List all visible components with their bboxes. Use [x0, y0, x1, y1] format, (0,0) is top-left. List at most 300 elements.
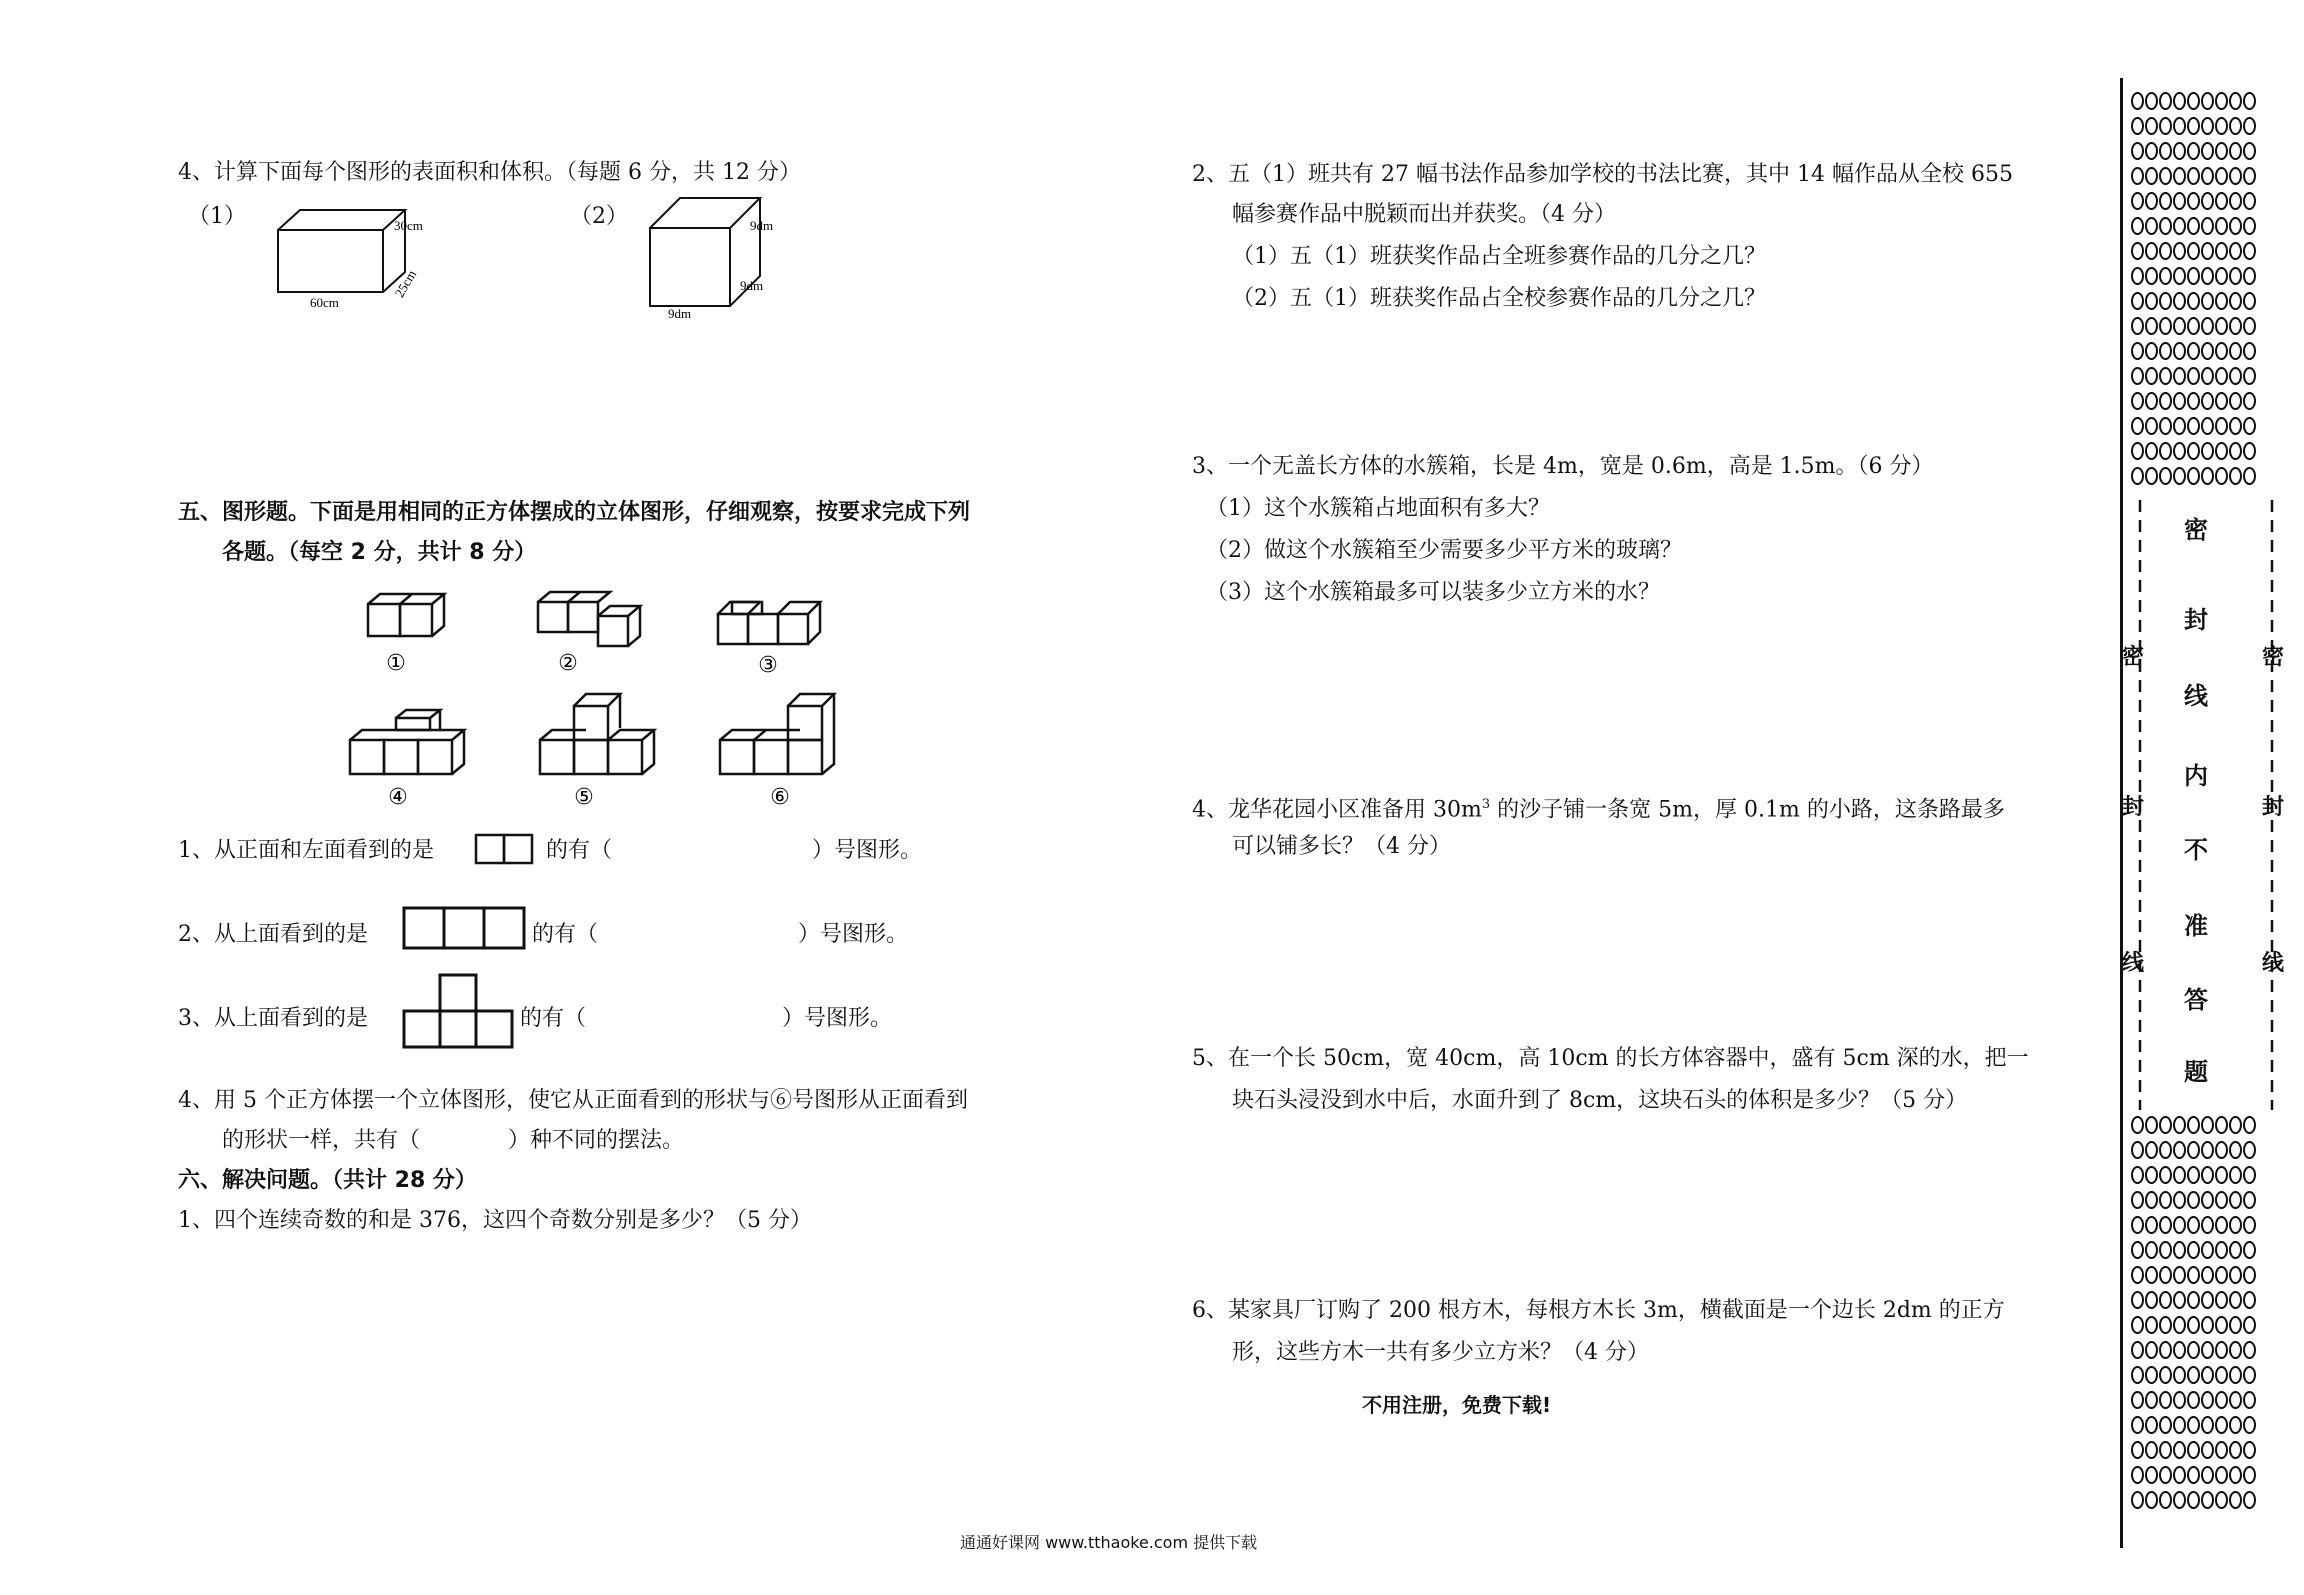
seal-circle-icon [2131, 1141, 2144, 1159]
seal-circle-icon [2131, 1266, 2144, 1284]
seal-circle-icon [2131, 267, 2144, 285]
seal-circle-icon [2173, 1241, 2186, 1259]
seal-center-6: 准 [2184, 912, 2208, 940]
seal-circle-icon [2173, 117, 2186, 135]
seal-circle-icon [2159, 392, 2172, 410]
seal-circle-icon [2187, 267, 2200, 285]
seal-circle-icon [2229, 142, 2242, 160]
seal-circle-icon [2145, 1191, 2158, 1209]
seal-circle-icon [2159, 1416, 2172, 1434]
seal-circle-icon [2173, 1216, 2186, 1234]
seal-circle-row [2131, 1341, 2281, 1366]
seal-circle-icon [2145, 1241, 2158, 1259]
seal-circle-icon [2243, 367, 2256, 385]
seal-circle-icon [2159, 1141, 2172, 1159]
r-q2-line1: 2、五（1）班共有 27 幅书法作品参加学校的书法比赛，其中 14 幅作品从全校 655 [1192, 162, 2013, 187]
seal-circle-icon [2187, 1366, 2200, 1384]
seal-circle-icon [2145, 1316, 2158, 1334]
seal-circle-icon [2229, 292, 2242, 310]
seal-circle-icon [2173, 392, 2186, 410]
seal-circle-icon [2243, 142, 2256, 160]
seal-circle-icon [2229, 1291, 2242, 1309]
seal-circle-icon [2145, 142, 2158, 160]
seal-circle-row [2131, 1366, 2281, 1391]
seal-circle-icon [2243, 467, 2256, 485]
seal-circle-icon [2229, 1491, 2242, 1509]
seal-circle-icon [2159, 292, 2172, 310]
seal-circle-icon [2229, 1241, 2242, 1259]
seal-circle-icon [2173, 1391, 2186, 1409]
seal-circle-icon [2187, 1141, 2200, 1159]
seal-circle-icon [2215, 167, 2228, 185]
section5-subtitle: 各题。（每空 2 分，共计 8 分） [222, 540, 537, 565]
seal-circle-icon [2229, 1391, 2242, 1409]
seal-circle-icon [2131, 1441, 2144, 1459]
seal-circle-icon [2173, 92, 2186, 110]
seal-circle-icon [2131, 392, 2144, 410]
seal-circle-icon [2173, 1441, 2186, 1459]
s5-q4-line2-a: 的形状一样，共有（ [222, 1128, 421, 1153]
seal-circle-icon [2187, 417, 2200, 435]
seal-circle-icon [2145, 1291, 2158, 1309]
seal-circle-icon [2229, 442, 2242, 460]
seal-circle-icon [2159, 1191, 2172, 1209]
two-squares-view-icon [474, 832, 538, 866]
t-shape-view-icon [400, 972, 520, 1056]
seal-circle-icon [2243, 1141, 2256, 1159]
seal-circle-icon [2229, 392, 2242, 410]
seal-circle-icon [2187, 1166, 2200, 1184]
seal-circle-icon [2229, 242, 2242, 260]
seal-circle-icon [2229, 217, 2242, 235]
seal-circle-icon [2187, 342, 2200, 360]
seal-circle-icon [2159, 1491, 2172, 1509]
seal-circle-icon [2173, 1466, 2186, 1484]
seal-circle-row [2131, 117, 2281, 142]
seal-circle-icon [2243, 1291, 2256, 1309]
seal-circle-icon [2229, 367, 2242, 385]
seal-circle-icon [2201, 1391, 2214, 1409]
seal-circle-icon [2215, 1466, 2228, 1484]
seal-circle-icon [2243, 1466, 2256, 1484]
seal-circle-icon [2145, 1341, 2158, 1359]
seal-circle-row [2131, 1216, 2281, 1241]
seal-circle-icon [2145, 1441, 2158, 1459]
seal-circle-icon [2187, 1241, 2200, 1259]
seal-circle-icon [2243, 342, 2256, 360]
seal-right-1: 密 [2262, 645, 2285, 670]
seal-circle-icon [2131, 1316, 2144, 1334]
seal-circle-icon [2187, 1316, 2200, 1334]
cuboid-figure [270, 200, 430, 310]
seal-circle-icon [2145, 267, 2158, 285]
seal-circle-icon [2159, 217, 2172, 235]
section5-title: 五、图形题。下面是用相同的正方体摆成的立体图形，仔细观察，按要求完成下列 [178, 500, 971, 525]
seal-circle-icon [2243, 417, 2256, 435]
seal-circle-row [2131, 392, 2281, 417]
seal-circle-icon [2173, 1266, 2186, 1284]
three-squares-view-icon [402, 904, 528, 952]
seal-circle-icon [2145, 1266, 2158, 1284]
seal-circle-icon [2243, 1166, 2256, 1184]
seal-circle-icon [2243, 317, 2256, 335]
seal-circle-row [2131, 217, 2281, 242]
seal-circle-icon [2201, 292, 2214, 310]
seal-circle-icon [2187, 92, 2200, 110]
seal-circle-icon [2145, 1416, 2158, 1434]
seal-circle-icon [2145, 1391, 2158, 1409]
seal-circle-icon [2229, 417, 2242, 435]
seal-circle-icon [2173, 1341, 2186, 1359]
seal-circle-icon [2201, 1266, 2214, 1284]
seal-circle-icon [2243, 1191, 2256, 1209]
cube-top-label: 9dm [750, 218, 774, 233]
seal-circle-icon [2187, 1291, 2200, 1309]
seal-circle-icon [2173, 217, 2186, 235]
seal-circle-icon [2229, 317, 2242, 335]
seal-circle-icon [2131, 292, 2144, 310]
seal-circle-icon [2187, 192, 2200, 210]
seal-circle-icon [2201, 1316, 2214, 1334]
cube-figure [640, 190, 800, 320]
seal-circle-icon [2131, 1216, 2144, 1234]
seal-circle-icon [2131, 1341, 2144, 1359]
seal-circle-icon [2159, 1391, 2172, 1409]
seal-circle-icon [2215, 1416, 2228, 1434]
seal-circle-icon [2131, 1166, 2144, 1184]
seal-circle-icon [2215, 1266, 2228, 1284]
seal-circle-icon [2159, 1266, 2172, 1284]
seal-circle-icon [2145, 342, 2158, 360]
seal-circle-icon [2131, 117, 2144, 135]
seal-left-3: 线 [2122, 951, 2145, 976]
seal-circle-icon [2243, 92, 2256, 110]
seal-circle-icon [2173, 292, 2186, 310]
seal-circle-icon [2173, 1316, 2186, 1334]
seal-circle-icon [2131, 1191, 2144, 1209]
r-q3-sub2: （2）做这个水簇箱至少需要多少平方米的玻璃？ [1206, 538, 1682, 563]
arrangement-3 [718, 602, 820, 644]
r-q2-sub1: （1）五（1）班获奖作品占全班参赛作品的几分之几？ [1232, 244, 1766, 269]
seal-circle-icon [2131, 1466, 2144, 1484]
seal-circle-row [2131, 1316, 2281, 1341]
seal-circle-icon [2243, 1241, 2256, 1259]
seal-left-1: 密 [2122, 645, 2145, 670]
seal-circle-icon [2215, 1166, 2228, 1184]
arrangement-6 [720, 694, 834, 774]
seal-circle-icon [2229, 1166, 2242, 1184]
seal-circle-icon [2131, 1391, 2144, 1409]
seal-circle-icon [2243, 1341, 2256, 1359]
seal-circle-icon [2229, 1141, 2242, 1159]
seal-circle-row [2131, 317, 2281, 342]
seal-circle-icon [2145, 442, 2158, 460]
seal-circle-icon [2243, 292, 2256, 310]
seal-center-2: 封 [2184, 606, 2208, 634]
seal-circle-row [2131, 442, 2281, 467]
seal-circle-icon [2173, 1191, 2186, 1209]
seal-center-5: 不 [2184, 836, 2208, 864]
seal-circles-top [2131, 92, 2281, 492]
seal-circle-icon [2145, 117, 2158, 135]
seal-circle-icon [2159, 442, 2172, 460]
r-q4-line1: 4、龙华花园小区准备用 $30m^3$ 的沙子铺一条宽 5m，厚 0.1m 的小路，这条路最多 [1192, 797, 2005, 823]
seal-circle-icon [2131, 167, 2144, 185]
seal-circle-icon [2243, 1316, 2256, 1334]
seal-circle-icon [2159, 467, 2172, 485]
seal-circle-icon [2215, 142, 2228, 160]
seal-circle-row [2131, 1166, 2281, 1191]
seal-circle-icon [2187, 1341, 2200, 1359]
seal-circle-icon [2243, 167, 2256, 185]
r-q6-line2: 形，这些方木一共有多少立方米？（4 分） [1232, 1340, 1649, 1365]
seal-circle-icon [2229, 167, 2242, 185]
seal-circle-row [2131, 142, 2281, 167]
seal-circle-icon [2243, 1266, 2256, 1284]
seal-circle-icon [2229, 467, 2242, 485]
seal-circle-icon [2215, 1366, 2228, 1384]
seal-circle-icon [2201, 1191, 2214, 1209]
s5-q3-mid: 的有（ [520, 1006, 587, 1031]
seal-circle-row [2131, 1141, 2281, 1166]
seal-circle-icon [2215, 1191, 2228, 1209]
seal-circle-icon [2131, 342, 2144, 360]
cuboid-width-label: 25cm [391, 267, 420, 300]
seal-circle-icon [2201, 92, 2214, 110]
s5-q4-line2-b: ）种不同的摆法。 [508, 1128, 685, 1153]
seal-circle-icon [2243, 1366, 2256, 1384]
seal-circle-icon [2131, 367, 2144, 385]
seal-circle-icon [2201, 367, 2214, 385]
seal-circle-icon [2173, 442, 2186, 460]
seal-circle-icon [2145, 1216, 2158, 1234]
seal-circle-icon [2215, 1441, 2228, 1459]
r-q2-sub2: （2）五（1）班获奖作品占全校参赛作品的几分之几？ [1232, 286, 1766, 311]
seal-circle-icon [2243, 117, 2256, 135]
q4-part2-label: （2） [570, 204, 628, 229]
seal-circle-row [2131, 1391, 2281, 1416]
s5-q1-suffix: ）号图形。 [812, 838, 923, 863]
seal-circle-icon [2243, 192, 2256, 210]
seal-circle-icon [2159, 267, 2172, 285]
seal-circle-icon [2173, 1141, 2186, 1159]
seal-circle-icon [2215, 1316, 2228, 1334]
seal-circle-icon [2215, 1241, 2228, 1259]
seal-circle-icon [2201, 1141, 2214, 1159]
seal-circle-icon [2131, 217, 2144, 235]
seal-circle-row [2131, 192, 2281, 217]
seal-circle-icon [2215, 1391, 2228, 1409]
arrangement-1 [368, 594, 444, 636]
seal-circle-icon [2173, 267, 2186, 285]
seal-circle-icon [2131, 242, 2144, 260]
seal-circle-icon [2187, 242, 2200, 260]
seal-circle-icon [2229, 1341, 2242, 1359]
seal-circle-icon [2201, 1216, 2214, 1234]
seal-right-3: 线 [2262, 951, 2285, 976]
seal-circle-icon [2145, 1491, 2158, 1509]
seal-circle-icon [2145, 217, 2158, 235]
seal-circle-icon [2159, 192, 2172, 210]
seal-circle-icon [2173, 342, 2186, 360]
seal-circle-icon [2229, 267, 2242, 285]
seal-circle-icon [2131, 1366, 2144, 1384]
seal-circle-icon [2131, 417, 2144, 435]
seal-circle-icon [2159, 342, 2172, 360]
seal-circle-icon [2131, 317, 2144, 335]
seal-circle-icon [2173, 1291, 2186, 1309]
seal-circle-icon [2215, 117, 2228, 135]
seal-circle-icon [2159, 242, 2172, 260]
seal-circle-icon [2201, 217, 2214, 235]
seal-circle-icon [2229, 1191, 2242, 1209]
seal-circle-icon [2173, 1366, 2186, 1384]
seal-circle-icon [2243, 1491, 2256, 1509]
seal-circle-icon [2187, 1216, 2200, 1234]
seal-circle-icon [2145, 1466, 2158, 1484]
seal-circle-row [2131, 342, 2281, 367]
seal-circle-row [2131, 167, 2281, 192]
seal-circle-icon [2243, 392, 2256, 410]
seal-circle-icon [2131, 467, 2144, 485]
seal-center-3: 线 [2184, 682, 2208, 710]
r-q3-sub1: （1）这个水簇箱占地面积有多大？ [1206, 496, 1550, 521]
seal-circle-icon [2145, 1166, 2158, 1184]
seal-circle-icon [2215, 242, 2228, 260]
seal-circle-icon [2187, 1191, 2200, 1209]
seal-circle-icon [2201, 1241, 2214, 1259]
seal-circle-icon [2201, 117, 2214, 135]
seal-circle-icon [2159, 1216, 2172, 1234]
seal-circles-bottom [2131, 1116, 2281, 1516]
seal-circle-icon [2201, 342, 2214, 360]
seal-circle-icon [2173, 142, 2186, 160]
seal-circle-icon [2145, 192, 2158, 210]
seal-circle-icon [2187, 392, 2200, 410]
seal-circle-icon [2145, 242, 2158, 260]
seal-circle-icon [2243, 1216, 2256, 1234]
seal-circle-icon [2229, 117, 2242, 135]
seal-circle-icon [2243, 1441, 2256, 1459]
arrangement-2-label: ② [558, 651, 578, 676]
seal-circle-icon [2145, 467, 2158, 485]
seal-circle-icon [2145, 367, 2158, 385]
seal-circle-icon [2187, 167, 2200, 185]
s5-q3-prefix: 3、从上面看到的是 [178, 1006, 368, 1031]
seal-circle-icon [2187, 217, 2200, 235]
s5-q4-line1: 4、用 5 个正方体摆一个立体图形，使它从正面看到的形状与⑥号图形从正面看到 [178, 1088, 968, 1113]
seal-circle-icon [2187, 1266, 2200, 1284]
seal-circle-icon [2229, 92, 2242, 110]
seal-circle-icon [2173, 167, 2186, 185]
seal-circle-icon [2159, 1466, 2172, 1484]
seal-circle-row [2131, 1241, 2281, 1266]
seal-circle-icon [2215, 317, 2228, 335]
seal-circle-row [2131, 467, 2281, 492]
seal-circle-icon [2243, 267, 2256, 285]
arrangement-5-label: ⑤ [574, 785, 594, 810]
footer-source: 通通好课网 www.tthaoke.com 提供下载 [960, 1533, 1258, 1552]
seal-circle-icon [2201, 267, 2214, 285]
seal-circle-row [2131, 417, 2281, 442]
seal-circle-icon [2229, 1266, 2242, 1284]
seal-circle-icon [2145, 417, 2158, 435]
s5-q2-prefix: 2、从上面看到的是 [178, 922, 368, 947]
seal-circle-icon [2201, 317, 2214, 335]
seal-circle-icon [2229, 1316, 2242, 1334]
arrangement-4 [350, 710, 464, 774]
seal-circle-icon [2145, 292, 2158, 310]
seal-circle-icon [2173, 417, 2186, 435]
seal-circle-icon [2187, 142, 2200, 160]
s5-q1-prefix: 1、从正面和左面看到的是 [178, 838, 434, 863]
seal-circle-icon [2229, 1416, 2242, 1434]
seal-circle-icon [2215, 1491, 2228, 1509]
cube-arrangements [340, 578, 860, 818]
seal-circle-icon [2229, 192, 2242, 210]
seal-circle-row [2131, 92, 2281, 117]
seal-circle-icon [2145, 317, 2158, 335]
seal-circle-icon [2187, 442, 2200, 460]
seal-circle-icon [2215, 1216, 2228, 1234]
seal-circle-icon [2215, 367, 2228, 385]
arrangement-2 [538, 592, 640, 646]
s5-q2-mid: 的有（ [532, 922, 599, 947]
seal-circle-icon [2159, 1241, 2172, 1259]
seal-circle-icon [2201, 1441, 2214, 1459]
seal-circle-row [2131, 242, 2281, 267]
seal-circle-icon [2159, 1291, 2172, 1309]
arrangement-5 [540, 694, 654, 774]
seal-circle-row [2131, 267, 2281, 292]
seal-circle-icon [2187, 317, 2200, 335]
seal-circle-icon [2159, 317, 2172, 335]
seal-circle-icon [2187, 1466, 2200, 1484]
seal-circle-icon [2187, 367, 2200, 385]
seal-circle-icon [2131, 142, 2144, 160]
seal-circle-icon [2229, 1366, 2242, 1384]
seal-circle-icon [2215, 1141, 2228, 1159]
seal-center-1: 密 [2184, 516, 2208, 544]
seal-circle-icon [2173, 192, 2186, 210]
seal-circle-icon [2131, 1416, 2144, 1434]
r-q5-line1: 5、在一个长 50cm，宽 40cm，高 10cm 的长方体容器中，盛有 5cm 深的水，把一 [1192, 1046, 2029, 1071]
seal-circle-icon [2215, 192, 2228, 210]
r-q3-sub3: （3）这个水簇箱最多可以装多少立方米的水？ [1206, 580, 1660, 605]
seal-circle-icon [2243, 1416, 2256, 1434]
seal-circle-icon [2159, 1441, 2172, 1459]
q4-part1-label: （1） [188, 204, 246, 229]
seal-circle-icon [2243, 442, 2256, 460]
cube-bottom-label: 9dm [668, 306, 692, 320]
r-q2-line2: 幅参赛作品中脱颖而出并获奖。（4 分） [1232, 202, 1616, 227]
seal-circle-row [2131, 292, 2281, 317]
seal-right-2: 封 [2262, 795, 2285, 820]
seal-circle-icon [2145, 392, 2158, 410]
seal-circle-icon [2201, 1166, 2214, 1184]
seal-circle-row [2131, 1441, 2281, 1466]
seal-left-2: 封 [2122, 795, 2145, 820]
seal-circle-icon [2187, 292, 2200, 310]
seal-circle-icon [2243, 217, 2256, 235]
seal-circle-icon [2159, 417, 2172, 435]
seal-circle-icon [2131, 192, 2144, 210]
seal-circle-icon [2131, 1491, 2144, 1509]
seal-circle-icon [2201, 167, 2214, 185]
seal-circle-icon [2201, 1291, 2214, 1309]
seal-circle-icon [2173, 367, 2186, 385]
seal-circle-icon [2243, 1391, 2256, 1409]
